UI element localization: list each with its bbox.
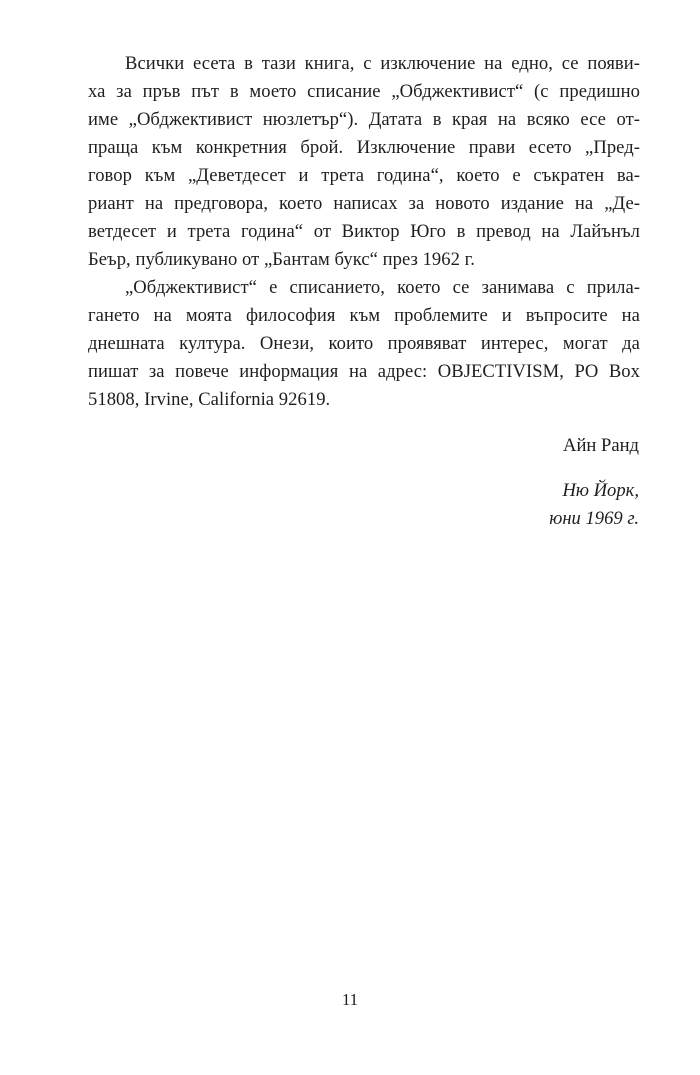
signature-date: юни 1969 г. (549, 508, 639, 529)
paragraph-2-line-2: гането на моята философия към проблемите и въпросите на (88, 305, 640, 326)
paragraph-1-line-8: Беър, публикувано от „Бантам букс“ през 1962 г. (88, 249, 475, 270)
paragraph-1-line-4: праща към конкретния брой. Изключение прави есето „Пред- (88, 137, 640, 158)
paragraph-1-line-5: говор към „Деветдесет и трета година“, което е съкратен ва- (88, 165, 640, 186)
paragraph-2-line-3: днешната култура. Онези, които проявяват интерес, могат да (88, 333, 640, 354)
paragraph-1-line-1: Всички есета в тази книга, с изключение на едно, се появи- (125, 53, 640, 74)
paragraph-1-line-2: ха за пръв път в моето списание „Обджективист“ (с предишно (88, 81, 640, 102)
paragraph-2-line-4: пишат за повече информация на адрес: OBJECTIVISM, PO Box (88, 361, 640, 382)
author-signature: Айн Ранд (563, 435, 639, 456)
paragraph-1-line-6: риант на предговора, което написах за новото издание на „Де- (88, 193, 640, 214)
paragraph-1-line-7: ветдесет и трета година“ от Виктор Юго в превод на Лайънъл (88, 221, 640, 242)
page-number: 11 (341, 990, 359, 1009)
signature-place: Ню Йорк, (562, 480, 639, 501)
paragraph-2-line-1: „Обджективист“ е списанието, което се занимава с прила- (125, 277, 640, 298)
paragraph-1-line-3: име „Обджективист нюзлетър“). Датата в края на всяко есе от- (88, 109, 640, 130)
paragraph-2-line-5: 51808, Irvine, California 92619. (88, 389, 331, 410)
